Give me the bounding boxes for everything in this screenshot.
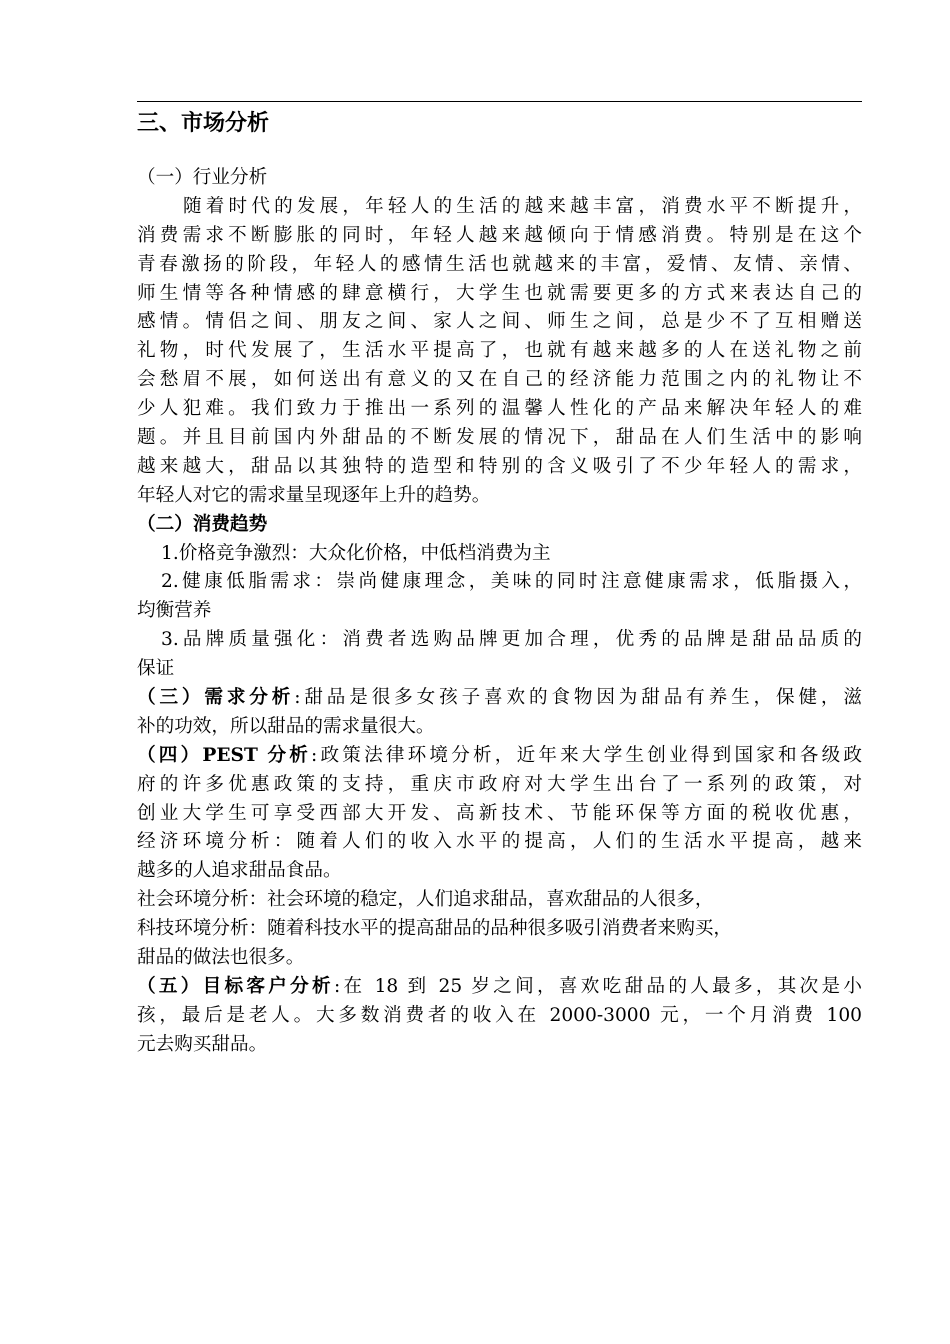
- industry-line: 会愁眉不展，如何送出有意义的又在自己的经济能力范围之内的礼物让不: [137, 369, 862, 391]
- industry-line: 年轻人对它的需求量呈现逐年上升的趋势。: [137, 484, 491, 506]
- demand-line: 补的功效，所以甜品的需求量很大。: [137, 715, 435, 737]
- industry-heading: [137, 164, 862, 193]
- industry-line: 少人犯难。我们致力于推出一系列的温馨人性化的产品来解决年轻人的难: [137, 398, 862, 420]
- pest-line: 科技环境分析：随着科技水平的提高甜品的品种很多吸引消费者来购买，: [137, 918, 733, 940]
- trend-item-2: 2.健康低脂需求：崇尚健康理念，美味的同时注意健康需求，低脂摄入，: [161, 571, 862, 593]
- pest-heading: （四）PEST 分析: [137, 744, 312, 766]
- pest-line: 社会环境分析：社会环境的稳定，人们追求甜品，喜欢甜品的人很多，: [137, 889, 714, 911]
- page-title: 三、市场分析: [137, 111, 270, 136]
- target-line: 孩，最后是老人。大多数消费者的收入在 2000-3000 元，一个月消费 100: [137, 1004, 862, 1026]
- trend-item-1: 1.价格竞争激烈：大众化价格，中低档消费为主: [161, 542, 551, 564]
- target-heading: （五）目标客户分析: [137, 975, 334, 997]
- demand-text: :甜品是很多女孩子喜欢的食物因为甜品有养生，保健，滋: [294, 687, 862, 709]
- target-paragraph: [137, 973, 862, 1002]
- pest-line: 经济环境分析：随着人们的收入水平的提高，人们的生活水平提高，越来: [137, 831, 862, 853]
- pest-line: 甜品的做法也很多。: [137, 947, 305, 969]
- industry-line: 越来越大，甜品以其独特的造型和特别的含义吸引了不少年轻人的需求，: [137, 455, 862, 477]
- demand-heading: （三）需求分析: [137, 687, 295, 709]
- industry-line: 题。并且目前国内外甜品的不断发展的情况下，甜品在人们生活中的影响: [137, 427, 862, 449]
- industry-heading-text: （一）行业分析: [137, 167, 268, 188]
- industry-line: 感情。情侣之间、朋友之间、家人之间、师生之间，总是少不了互相赠送: [137, 311, 862, 333]
- industry-line: 随着时代的发展，年轻人的生活的越来越丰富，消费水平不断提升，: [183, 195, 862, 217]
- trend-heading: （二）消费趋势: [137, 513, 268, 535]
- pest-line: 越多的人追求甜品食品。: [137, 860, 342, 882]
- trend-item-3-cont: 保证: [137, 658, 175, 680]
- header-rule: [137, 101, 862, 102]
- trend-item-3: 3.品牌质量强化：消费者选购品牌更加合理，优秀的品牌是甜品品质的: [161, 629, 862, 651]
- industry-line: 师生情等各种情感的肆意横行，大学生也就需要更多的方式来表达自己的: [137, 282, 862, 304]
- target-text: :在 18 到 25 岁之间，喜欢吃甜品的人最多，其次是小: [333, 975, 862, 997]
- trend-item-2-cont: 均衡营养: [137, 600, 212, 622]
- industry-line: 礼物，时代发展了，生活水平提高了，也就有越来越多的人在送礼物之前: [137, 340, 862, 362]
- pest-line: 创业大学生可享受西部大开发、高新技术、节能环保等方面的税收优惠，: [137, 802, 862, 824]
- pest-text: :政策法律环境分析，近年来大学生创业得到国家和各级政: [311, 744, 862, 766]
- industry-line: 消费需求不断膨胀的同时，年轻人越来越倾向于情感消费。特别是在这个: [137, 224, 862, 246]
- target-line: 元去购买甜品。: [137, 1033, 268, 1055]
- pest-paragraph: [137, 742, 862, 771]
- demand-paragraph: [137, 684, 862, 713]
- document-body: [137, 164, 862, 1060]
- industry-line: 青春激扬的阶段，年轻人的感情生活也就越来的丰富，爱情、友情、亲情、: [137, 253, 862, 275]
- pest-line: 府的许多优惠政策的支持，重庆市政府对大学生出台了一系列的政策，对: [137, 773, 862, 795]
